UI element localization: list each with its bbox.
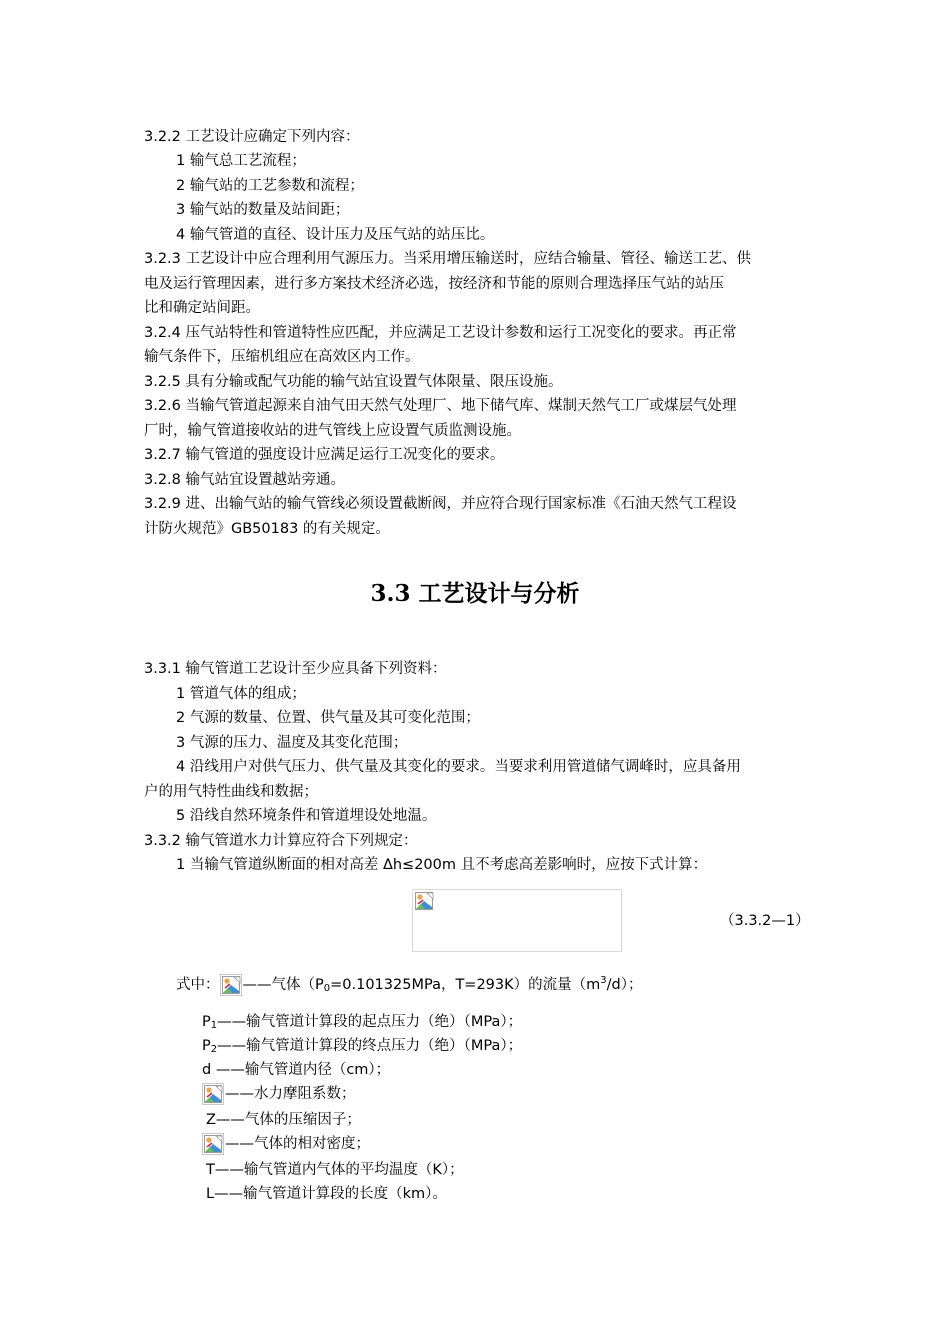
definition-p1: $P_1——$输气管道计算段的起点压力（绝）（MPa）； <box>202 1014 523 1031</box>
clause-3-2-4-line-2: 输气条件下，压缩机组应在高效区内工作。 <box>144 349 420 365</box>
broken-image-icon <box>204 1085 224 1105</box>
definition-delta: ——气体的相对密度； <box>202 1133 370 1155</box>
clause-3-2-6-line-2: 厂时，输气管道接收站的进气管线上应设置气质监测设施。 <box>144 423 521 439</box>
definition-l: L——输气管道计算段的长度（km）。 <box>206 1186 447 1202</box>
clause-3-2-7: 3.2.7 输气管道的强度设计应满足运行工况变化的要求。 <box>144 447 505 463</box>
formula-image-placeholder <box>412 889 622 952</box>
clause-3-3-2-intro: 3.3.2 输气管道水力计算应符合下列规定： <box>144 833 418 849</box>
where-label: 式中： <box>176 977 220 993</box>
broken-image-icon <box>204 1135 224 1155</box>
clause-3-3-1-item-3: 3 气源的压力、温度及其变化范围； <box>176 735 408 751</box>
definition-p2: $P_2——$输气管道计算段的终点压力（绝）（MPa）； <box>202 1038 523 1055</box>
broken-image-icon <box>415 892 435 912</box>
section-heading: 3.3 工艺设计与分析 <box>370 580 580 607</box>
clause-3-2-2-item-2: 2 输气站的工艺参数和流程； <box>176 178 364 194</box>
clause-3-2-2-item-3: 3 输气站的数量及站间距； <box>176 202 350 218</box>
clause-3-2-5: 3.2.5 具有分输或配气功能的输气站宜设置气体限量、限压设施。 <box>144 374 563 390</box>
clause-3-2-3-line-2: 电及运行管理因素，进行多方案技术经济必选，按经济和节能的原则合理选择压气站的站压 <box>144 276 724 292</box>
clause-3-3-1-item-4-cont: 户的用气特性曲线和数据； <box>144 784 318 800</box>
clause-3-3-1-item-1: 1 管道气体的组成； <box>176 686 306 702</box>
clause-3-2-2-item-4: 4 输气管道的直径、设计压力及压气站的站压比。 <box>176 227 495 243</box>
clause-3-3-2-item-1: 1 当输气管道纵断面的相对高差 Δh≤200m 且不考虑高差影响时，应按下式计算： <box>176 857 708 873</box>
definition-z: Z——气体的压缩因子； <box>206 1112 361 1128</box>
clause-3-3-1-item-2: 2 气源的数量、位置、供气量及其可变化范围； <box>176 710 480 726</box>
definition-t: T——输气管道内气体的平均温度（K）； <box>206 1162 464 1178</box>
clause-3-2-9-line-1: 3.2.9 进、出输气站的输气管线必须设置截断阀，并应符合现行国家标准《石油天然气工程设 <box>144 496 737 512</box>
clause-3-2-8: 3.2.8 输气站宜设置越站旁通。 <box>144 472 346 488</box>
definition-lambda: ——水力摩阻系数； <box>202 1083 356 1105</box>
clause-3-3-1-intro: 3.3.1 输气管道工艺设计至少应具备下列资料： <box>144 661 447 677</box>
clause-3-2-2-item-1: 1 输气总工艺流程； <box>176 153 306 169</box>
clause-3-2-3-line-3: 比和确定站间距。 <box>144 300 260 316</box>
clause-3-2-2-intro: 3.2.2 工艺设计应确定下列内容： <box>144 129 360 145</box>
clause-3-3-1-item-4: 4 沿线用户对供气压力、供气量及其变化的要求。当要求利用管道储气调峰时，应具备用 <box>176 759 741 775</box>
broken-image-icon <box>222 976 242 996</box>
clause-3-3-1-item-5: 5 沿线自然环境条件和管道埋设处地温。 <box>176 808 437 824</box>
clause-3-2-4-line-1: 3.2.4 压气站特性和管道特性应匹配，并应满足工艺设计参数和运行工况变化的要求。再正常 <box>144 325 737 341</box>
symbol-image-placeholder <box>202 1083 224 1105</box>
clause-3-2-6-line-1: 3.2.6 当输气管道起源来自油气田天然气处理厂、地下储气库、煤制天然气工厂或煤层气处理 <box>144 398 737 414</box>
symbol-image-placeholder <box>220 974 242 996</box>
equation-number: （3.3.2—1） <box>720 913 810 929</box>
symbol-image-placeholder <box>202 1133 224 1155</box>
definition-d: d ——输气管道内径（cm）； <box>202 1062 391 1078</box>
clause-3-2-3-line-1: 3.2.3 工艺设计中应合理利用气源压力。当采用增压输送时，应结合输量、管径、输送工艺、供 <box>144 251 751 267</box>
definition-flow-rate: 式中： ——气体（$P_0=0.101325MPa$，T=293K）的流量$(m^3/d)$； <box>176 975 643 994</box>
clause-3-2-9-line-2: 计防火规范》GB50183 的有关规定。 <box>144 521 390 537</box>
